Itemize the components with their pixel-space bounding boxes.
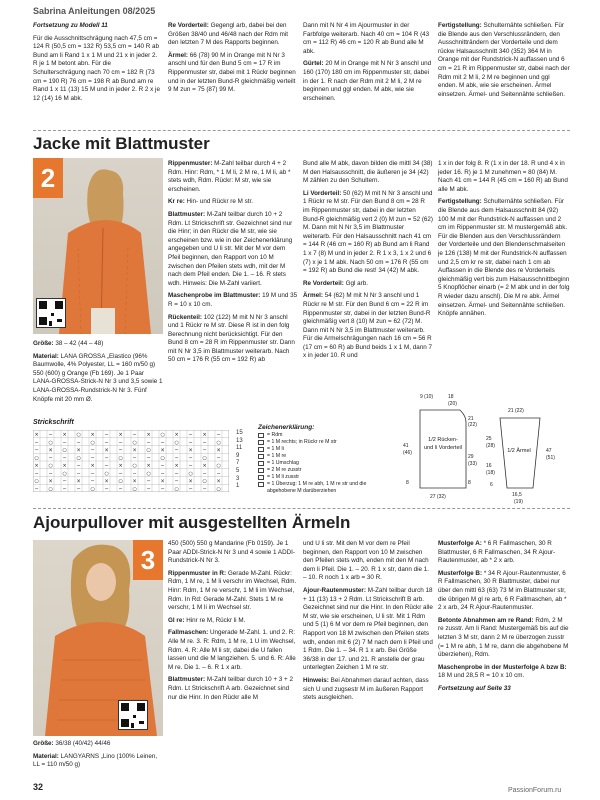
paragraph: Rippenmuster: M-Zahl teilbar durch 4 + 2 Rdm. Hinr: Rdm, * 1 M li, 2 M re, 1 M li, ab * stets wdh, Rdm. Rückr: M str, wie sie erscheinen.	[168, 160, 291, 193]
chart-stitch-symbol: −	[48, 470, 53, 477]
chart-stitch-symbol: −	[216, 470, 221, 477]
chart-stitch-symbol: −	[90, 455, 95, 462]
chart-stitch-symbol: −	[104, 486, 109, 492]
legend-symbol-icon	[258, 433, 264, 438]
chart-stitch-symbol: ×	[48, 478, 53, 485]
chart-stitch-symbol: ×	[216, 478, 221, 485]
chart-stitch-symbol: ○	[90, 486, 95, 492]
jacke-col-4	[438, 160, 570, 385]
legend-text: = Rdm	[267, 432, 283, 438]
chart-stitch-symbol: ×	[118, 432, 123, 438]
chart-stitch-symbol: −	[160, 486, 165, 492]
chart-stitch-symbol: ×	[160, 478, 165, 485]
ajour-title: Ajourpullover mit ausgestellten Ärmeln	[33, 513, 351, 532]
chart-stitch-symbol: −	[202, 470, 207, 477]
chart-stitch-symbol: ×	[90, 463, 95, 469]
jacke-col-2	[168, 160, 298, 415]
paragraph: Bund alle M abk, davon bilden die mittl 34 (38) M den Halsausschnitt, die äußeren je 34 (42) M zählen zu den Schultern.	[303, 160, 433, 185]
chart-stitch-symbol: −	[174, 470, 179, 477]
page-number: 32	[33, 782, 44, 792]
measure-18b: (18)	[486, 470, 495, 476]
measure-28: (28)	[486, 443, 495, 449]
measure-16: 16	[486, 463, 492, 469]
measure-18: 18	[448, 394, 454, 400]
knitting-chart	[33, 430, 229, 492]
chart-stitch-symbol: −	[188, 439, 193, 446]
chart-stitch-symbol: ○	[62, 470, 67, 477]
legend-item	[258, 432, 388, 439]
chart-stitch-symbol: −	[76, 486, 81, 492]
legend-text: = 1 M li zusstr	[267, 474, 300, 480]
legend-item	[258, 439, 388, 446]
legend-text: = 1 M li	[267, 446, 284, 452]
chart-stitch-symbol: ×	[146, 432, 151, 438]
paragraph: Maschenprobe im Blattmuster: 19 M und 35 R = 10 x 10 cm.	[168, 292, 298, 308]
paragraph: Re Vorderteil: Ggl arb.	[303, 279, 368, 287]
chart-stitch-symbol: ○	[202, 455, 207, 462]
chart-stitch-symbol: ○	[160, 432, 165, 438]
legend-symbol-icon	[258, 468, 264, 473]
legend-symbol-icon	[258, 461, 264, 466]
chart-stitch-symbol: ×	[76, 447, 81, 454]
chart-stitch-symbol: −	[104, 463, 109, 469]
watermark: PassionForum.ru	[508, 787, 562, 794]
chart-stitch-symbol: ×	[34, 463, 39, 469]
chart-stitch-symbol: ○	[188, 470, 193, 477]
chart-stitch-symbol: ×	[104, 447, 109, 454]
chart-stitch-symbol: −	[132, 455, 137, 462]
paragraph: Betonte Abnahmen am re Rand: Rdm, 2 M re zusstr. Am li Rand: Mustergemäß bis auf die letzten 3 M str, dann 2 M re überzogen zusstr (= 1 M re abh, 1 M re, dann die abgehobene M überziehen), Rdm.	[438, 616, 569, 659]
chart-stitch-symbol: −	[34, 486, 39, 492]
chart-stitch-symbol: −	[146, 486, 151, 492]
top-col-3	[303, 22, 433, 140]
legend-symbol-icon	[258, 475, 264, 480]
paragraph: Größe: 38 – 42 (44 – 48)	[33, 340, 104, 347]
chart-stitch-symbol: ×	[118, 463, 123, 469]
legend-symbol-icon	[258, 454, 264, 459]
chart-stitch-symbol: −	[174, 455, 179, 462]
chart-stitch-symbol: −	[188, 486, 193, 492]
chart-stitch-symbol: ○	[146, 447, 151, 454]
chart-stitch-symbol: ○	[216, 439, 221, 446]
chart-stitch-symbol: −	[160, 470, 165, 477]
chart-stitch-symbol: −	[132, 470, 137, 477]
chart-row-number: 11	[236, 445, 243, 452]
chart-row-numbers	[236, 430, 256, 492]
chart-stitch-symbol: ○	[174, 486, 179, 492]
model-number-3: 3	[133, 540, 163, 580]
legend-item	[258, 474, 388, 481]
chart-row-number: 1	[236, 483, 240, 490]
chart-stitch-symbol: ×	[90, 432, 95, 438]
chart-stitch-symbol: ×	[62, 463, 67, 469]
measure-41: 41	[403, 443, 409, 449]
chart-stitch-symbol: −	[76, 470, 81, 477]
legend-symbol-icon	[258, 482, 264, 487]
schema-back-label: 1/2 Rücken- und li Vorderteil	[424, 437, 462, 451]
chart-stitch-symbol: −	[202, 439, 207, 446]
chart-stitch-symbol: −	[76, 463, 81, 469]
chart-stitch-symbol: ×	[48, 447, 53, 454]
legend-item	[258, 446, 388, 453]
paragraph: Ajour-Rautenmuster: M-Zahl teilbar durch 18 + 11 (13) 13 + 2 Rdm. Lt Strickschrift B arb. Gezeichnet sind nur die Hinr. In den Rückr alle M str, wie sie erscheinen, U li str. Mit 1 Rdm und 5 (1) 6 M vor dem re Pfeil beginnen, den Rapport von 18 M zwischen den Pfeilen stets wdh, enden mit 6 (2) 7 M nach dem li Pfeil und 1 Rdm. Die 1. – 34. R 1 x arb. Bei Größe 36/38 in der 17. und 21. R anstelle der grau unterlegten Zeichen 1 M re str.	[303, 586, 433, 672]
chart-stitch-symbol: −	[132, 432, 137, 438]
paragraph: Fortsetzung auf Seite 33	[438, 684, 511, 692]
measure-19: (19)	[514, 499, 523, 505]
ajour-qr-code[interactable]	[118, 700, 148, 730]
knitting-chart-grid	[33, 430, 229, 492]
chart-stitch-symbol: −	[146, 439, 151, 446]
measure-16-5: 16,5	[512, 492, 522, 498]
paragraph: Fallmaschen: Ungerade M-Zahl. 1. und 2. R: Alle M re. 3. R: Rdm, 1 M re, 1 U im Wechsel, Rdm. 4. R: Alle M li str, dabei die U fallen lassen und die M langziehen. 5. und 6. R: Alle M re. Die 1. – 6. R 1 x arb.	[168, 629, 296, 671]
chart-stitch-symbol: ○	[48, 486, 53, 492]
schema-sleeve-label: 1/2 Ärmel	[507, 448, 531, 454]
measure-sleeve-top: 21 (22)	[508, 408, 524, 414]
paragraph: Fortsetzung zu Modell 11	[33, 22, 108, 29]
chart-stitch-symbol: ×	[132, 447, 137, 454]
chart-row-number: 7	[236, 460, 240, 467]
measure-27: 27 (32)	[430, 494, 446, 500]
legend-item	[258, 453, 388, 460]
chart-stitch-symbol: ○	[160, 455, 165, 462]
model-number-2: 2	[33, 158, 63, 198]
schema-diagram	[400, 388, 570, 508]
chart-stitch-symbol: −	[118, 470, 123, 477]
measure-20: (20)	[448, 401, 457, 407]
chart-stitch-symbol: ○	[104, 470, 109, 477]
paragraph: Musterfolge B: * 34 R Ajour-Rautenmuster, 6 R Fallmaschen, 30 R Blattmuster, dabei nur über den mittl 63 (63) 73 M im Blattmuster str, die übrigen M gl re arb, 6 R Fallmaschen, ab * 2 x arb, 24 R Ajour-Rautenmuster.	[438, 569, 567, 612]
chart-stitch-symbol: ○	[62, 447, 67, 454]
chart-stitch-symbol: ○	[146, 470, 151, 477]
paragraph: Ärmel: 54 (62) M mit N Nr 3 anschl und 1 Rückr re M str. Für den Bund 6 cm = 22 R im Rippenmuster str, dabei in der letzten Bund-R gleichmäßig vert 8 (10) M zun = 62 (72) M. Dann mit N Nr 3,5 im Blattmuster weiterarb. Für die Armelschrägungen nach 16 cm = 56 R (17 cm = 60 R) ab Bund beids 1 x 1 M, dann 7 x in jeder 10. R und	[303, 292, 432, 360]
chart-stitch-symbol: −	[62, 486, 67, 492]
paragraph: Hinweis: Bei Abnahmen darauf achten, dass sich U und zugsestr M im äußeren Rapport stets ausgleichen.	[303, 676, 429, 702]
chart-stitch-symbol: −	[34, 470, 39, 477]
chart-stitch-symbol: ×	[104, 478, 109, 485]
chart-stitch-symbol: −	[146, 478, 151, 485]
legend-text: = 1 M rechts; in Rückr re M str	[267, 439, 337, 445]
chart-row-number: 9	[236, 452, 240, 459]
jacke-col-3	[303, 160, 433, 415]
measure-33: (33)	[468, 461, 477, 467]
measure-6: 6	[490, 482, 493, 488]
paragraph: Li Vorderteil: 50 (62) M mit N Nr 3 anschl und 1 Rückr re M str. Für den Bund 8 cm = 28 R im Rippenmuster str, dabei in der letzten Bund-R gleichmäßig vert 2 (0) M zun = 52 (62) M. Dann mit N Nr 3,5 im Blattmuster weiterarb. Für den Halsausschnitt nach 41 cm = 144 R (46 cm = 160 R) ab Bund am li Rand 1 x 7 (8) M und in jeder 2. R 1 x 3, 1 x 2 und 6 (7) x je 1 M abk. Nach 50 cm = 176 R (55 cm = 192 R) ab Bund die rest! 34 (42) M abk.	[303, 189, 433, 275]
chart-stitch-symbol: ○	[76, 432, 81, 438]
chart-stitch-symbol: ○	[216, 486, 221, 492]
legend-item	[258, 481, 388, 495]
paragraph: Kr re: Hin- und Rückr re M str.	[168, 198, 254, 206]
chart-stitch-symbol: −	[34, 439, 39, 446]
chart-stitch-symbol: ○	[48, 439, 53, 446]
chart-stitch-symbol: ○	[132, 463, 137, 469]
chart-stitch-symbol: −	[188, 455, 193, 462]
ajour-col-3	[303, 540, 433, 776]
chart-stitch-symbol: −	[90, 478, 95, 485]
chart-stitch-symbol: −	[118, 439, 123, 446]
chart-stitch-symbol: −	[90, 470, 95, 477]
paragraph: Material: LANGYARNS „Lino (100% Leinen, LL = 110 m/50 g)	[33, 752, 158, 769]
chart-row-number: 5	[236, 468, 240, 474]
chart-stitch-symbol: ○	[202, 478, 207, 485]
chart-stitch-symbol: −	[174, 478, 179, 485]
top-col-2	[168, 22, 298, 140]
paragraph: Musterfolge A: * 6 R Fallmaschen, 30 R Blattmuster, 6 R Fallmaschen, 34 R Ajour-Rautenmuster, ab * 2 x arb.	[438, 540, 556, 565]
legend-text: = 2 M re zusstr	[267, 467, 302, 473]
legend-item	[258, 467, 388, 474]
chart-stitch-symbol: ×	[188, 447, 193, 454]
chart-stitch-symbol: −	[160, 439, 165, 446]
chart-stitch-symbol: −	[216, 432, 221, 438]
chart-stitch-symbol: ×	[174, 463, 179, 469]
measure-21: 21	[468, 416, 474, 422]
chart-stitch-symbol: ○	[90, 439, 95, 446]
measure-22: (22)	[468, 422, 477, 428]
chart-stitch-symbol: ○	[118, 478, 123, 485]
chart-stitch-symbol: −	[90, 447, 95, 454]
chart-stitch-symbol: −	[146, 455, 151, 462]
chart-stitch-symbol: ○	[132, 486, 137, 492]
chart-stitch-symbol: ×	[62, 432, 67, 438]
chart-stitch-symbol: −	[118, 447, 123, 454]
measure-25: 25	[486, 436, 492, 442]
chart-stitch-symbol: ○	[216, 463, 221, 469]
chart-stitch-symbol: −	[160, 463, 165, 469]
chart-stitch-symbol: −	[202, 447, 207, 454]
jacke-left-col	[33, 340, 163, 415]
chart-stitch-symbol: ×	[202, 463, 207, 469]
chart-stitch-symbol: −	[174, 447, 179, 454]
chart-stitch-symbol: −	[188, 432, 193, 438]
measure-51: (51)	[546, 455, 555, 461]
legend-text: = 1 M re	[267, 453, 287, 459]
ajour-col-2	[168, 540, 298, 776]
chart-row-number: 3	[236, 475, 240, 482]
section-divider	[33, 130, 570, 131]
paragraph: 450 (500) 550 g Mandarine (Fb 0159). Je 1 Paar ADDI-Strick-N Nr 3 und 4 sowie 1 ADDI-Rundstrick-N Nr 3.	[168, 540, 296, 565]
paragraph: Material: LANA GROSSA „Elastico (96% Baumwolle, 4% Polyester, LL = 160 m/50 g) 550 (600) g Orange (Fb 169). Je 1 Paar LANA-GROSSA-Strick-N Nr 3 und 3,5 sowie 1 LANA-GROSSA-Rundstrick-N Nr 3. Fünf Knöpfe mit 20 mm Ø.	[33, 352, 163, 403]
chart-stitch-symbol: −	[76, 439, 81, 446]
chart-stitch-symbol: −	[188, 463, 193, 469]
legend-text: = 1 Umschlag	[267, 460, 299, 466]
chart-stitch-symbol: −	[48, 432, 53, 438]
measure-8a: 8	[406, 480, 409, 486]
strickschrift-title: Strickschrift	[33, 419, 74, 426]
chart-stitch-symbol: −	[104, 439, 109, 446]
chart-stitch-symbol: ×	[132, 478, 137, 485]
paragraph: Rückenteil: 102 (122) M mit N Nr 3 anschl und 1 Rückr re M str. Diese R ist in den folg Berechnung nicht berücksichtigt. Für den Bund 8 cm = 28 R im Rippenmuster str. Dann mit N Nr 3,5 im Blattmuster weiterarb. Nach 50 cm = 176 R (55 cm = 192 R) ab	[168, 313, 295, 364]
legend-title: Zeichenerklärung:	[258, 424, 315, 431]
measure-47: 47	[546, 448, 552, 454]
chart-stitch-symbol: ×	[76, 478, 81, 485]
paragraph: Fertigstellung: Schulternähte schließen. Für die Blende aus dem Halsausschnitt 84 (92) 100 M mit der Rundstrick-N auffassen und 2 cm im Rippenmuster str. M mustergemäß abk. Für die Blenden aus den Verschlussrändern der Vorderteile und den Blendenschmalseiten je 126 (138) M mit der Rundstrick-N auffassen und 2,5 cm kr re str, dabei nach 1 cm ab Auffassen in die Blende des re Vorderteils gleichmäßig vert bis zum Halsausschnittbeginn 5 Knopflöcher einarb (= 2 M abk und in der folg R wieder dazu anschl). Die M re abk. Ärmel einsetzen. Ärmel- und Seitennähte schließen. Knöpfe annähen.	[438, 198, 570, 318]
chart-stitch-symbol: ×	[34, 432, 39, 438]
chart-stitch-symbol: −	[104, 432, 109, 438]
chart-stitch-symbol: ○	[48, 463, 53, 469]
magazine-header: Sabrina Anleitungen 08/2025	[33, 6, 156, 16]
measure-8b: 8	[468, 480, 471, 486]
chart-stitch-symbol: ○	[34, 478, 39, 485]
measure-29: 29	[468, 454, 474, 460]
chart-row-number: 13	[236, 437, 243, 444]
ajour-col-4	[438, 540, 570, 776]
paragraph: Gürtel: 20 M in Orange mit N Nr 3 anschl und 160 (170) 180 cm im Rippenmuster str, dabei in der 1. R nach der Rdm mit 2 M li, 2 M re beginnen und ggl enden. M abk, wie sie erscheinen.	[303, 60, 432, 102]
paragraph: Ärmel: 66 (78) 90 M in Orange mit N Nr 3 anschl und für den Bund 5 cm = 17 R im Rippenmuster str, dabei mit 1 Rückr beginnen und in der letzten Bund-R gleichmäßig verteilt 9 M zun = 75 (87) 99 M.	[168, 51, 296, 94]
paragraph: Dann mit N Nr 4 im Ajourmuster in der Farbfolge weiterarb. Nach 40 cm = 104 R (43 cm = 112 R) 46 cm = 120 R ab Bund alle M abk.	[303, 22, 430, 55]
paragraph: Blattmuster: M-Zahl teilbar durch 10 + 3 + 2 Rdm. Lt Strickschrift A arb. Gezeichnet sind nur die Hinr. In den Rückr alle M	[168, 676, 293, 701]
chart-stitch-symbol: −	[34, 447, 39, 454]
chart-stitch-symbol: −	[62, 455, 67, 462]
chart-stitch-symbol: −	[104, 455, 109, 462]
legend-list	[258, 432, 388, 492]
chart-stitch-symbol: −	[48, 455, 53, 462]
ajour-left-col	[33, 740, 163, 776]
chart-stitch-symbol: −	[216, 455, 221, 462]
jacke-qr-code[interactable]	[36, 298, 66, 328]
chart-stitch-symbol: ○	[34, 455, 39, 462]
legend-text: = 1 Überzug: 1 M re abh, 1 M re str und die abgehobene M darüberziehen	[267, 481, 367, 494]
chart-stitch-symbol: −	[202, 486, 207, 492]
chart-stitch-symbol: −	[118, 486, 123, 492]
jacke-title: Jacke mit Blattmuster	[33, 134, 210, 153]
paragraph: Maschenprobe in der Musterfolge A bzw B: 18 M und 28,5 R = 10 x 10 cm.	[438, 663, 567, 680]
chart-stitch-symbol: ○	[174, 439, 179, 446]
legend-symbol-icon	[258, 440, 264, 445]
top-col-1	[33, 22, 163, 140]
chart-stitch-symbol: ○	[76, 455, 81, 462]
paragraph: 1 x in der folg 8. R (1 x in der 18. R und 4 x in jeder 16. R) je 1 M zunehmen = 80 (84) M. Nach 41 cm = 144 R (45 cm = 160 R) ab Bund alle M abk.	[438, 160, 568, 193]
paragraph: Gl re: Hinr re M, Rückr li M.	[168, 616, 246, 624]
chart-stitch-symbol: −	[62, 439, 67, 446]
paragraph: Für die Ausschnittschrägung nach 47,5 cm = 124 R (50,5 cm = 132 R) 53,5 cm = 140 R ab Bund am li Rand 1 x 1 M und 21 x in jeder 2. R je 1 M betont abn. Für die Schulterschrägung nach 70 cm = 182 R (73 cm = 190 R) 76 cm = 198 R ab Bund am re Rand 1 x 11 (13) 15 M und in jeder 2. R 2 x je 12 (14) 16 M abk.	[33, 34, 160, 102]
paragraph: Blattmuster: M-Zahl teilbar durch 10 + 2 Rdm. Lt Strickschrift str. Gezeichnet sind nur die Hinr; in den Rückr die M str, wie sie erscheinen bzw. wie in der Zeichenerklärung angegeben und U li str. Mit der M vor dem Pfeil beginnen, den Rapport von 10 M zwischen den Pfeilen stets wdh, mit der M nach dem Pfeil enden. Die 1. – 16. R stets wdh. Hinweis: Die M-Zahl variiert.	[168, 210, 293, 287]
chart-stitch-symbol: ×	[202, 432, 207, 438]
paragraph: Fertigstellung: Schulternähte schließen. Für die Blende aus den Verschlussrändern, den Ausschnitträndern der Vorderteile und dem rückw Halsausschnitt 340 (352) 364 M in Orange mit der Rundstrick-N auffassen und 6 cm = 21 R im Rippenmuster str, dabei nach der Rdm mit 2 M li, 2 M re beginnen und ggl enden. M abk, wie sie erscheinen. Ärmel einsetzen. Ärmel- und Seitennähte schließen.	[438, 22, 570, 98]
measure-46: (46)	[403, 450, 412, 456]
chart-stitch-symbol: ○	[118, 455, 123, 462]
paragraph: Größe: 36/38 (40/42) 44/46	[33, 740, 111, 747]
section-divider-2	[33, 508, 570, 509]
chart-stitch-symbol: ×	[188, 478, 193, 485]
legend-item	[258, 460, 388, 467]
chart-stitch-symbol: ○	[132, 439, 137, 446]
chart-stitch-symbol: ×	[146, 463, 151, 469]
chart-stitch-symbol: −	[62, 478, 67, 485]
top-col-4	[438, 22, 570, 140]
paragraph: Re Vorderteil: Gegengl arb, dabei bei den Größen 38/40 und 46/48 nach der Rdm mit den letzten 7 M des Rapports beginnen.	[168, 22, 289, 47]
paragraph: Rippenmuster in R: Gerade M-Zahl. Rückr: Rdm, 1 M re, 1 M li verschr im Wechsel, Rdm. Hinr: Rdm, 1 M re verschr, 1 M li im Wechsel, Rdm. In Rd: Gerade M-Zahl. Stets 1 M re verschr, 1 M li im Wechsel str.	[168, 569, 297, 612]
paragraph: und U li str. Mit den M vor dem re Pfeil beginnen, den Rapport von 10 M zwischen den Pfeilen stets wdh, enden mit den M nach dem li Pfeil. Die 1. – 20. R 1 x str, dann die 1. – 10. R noch 1 x arb = 30 R.	[303, 540, 430, 582]
chart-stitch-symbol: ×	[216, 447, 221, 454]
legend-symbol-icon	[258, 447, 264, 452]
chart-stitch-symbol: ×	[174, 432, 179, 438]
chart-stitch-symbol: ×	[160, 447, 165, 454]
measure-9: 9 (10)	[420, 394, 434, 400]
chart-row-number: 15	[236, 430, 243, 436]
